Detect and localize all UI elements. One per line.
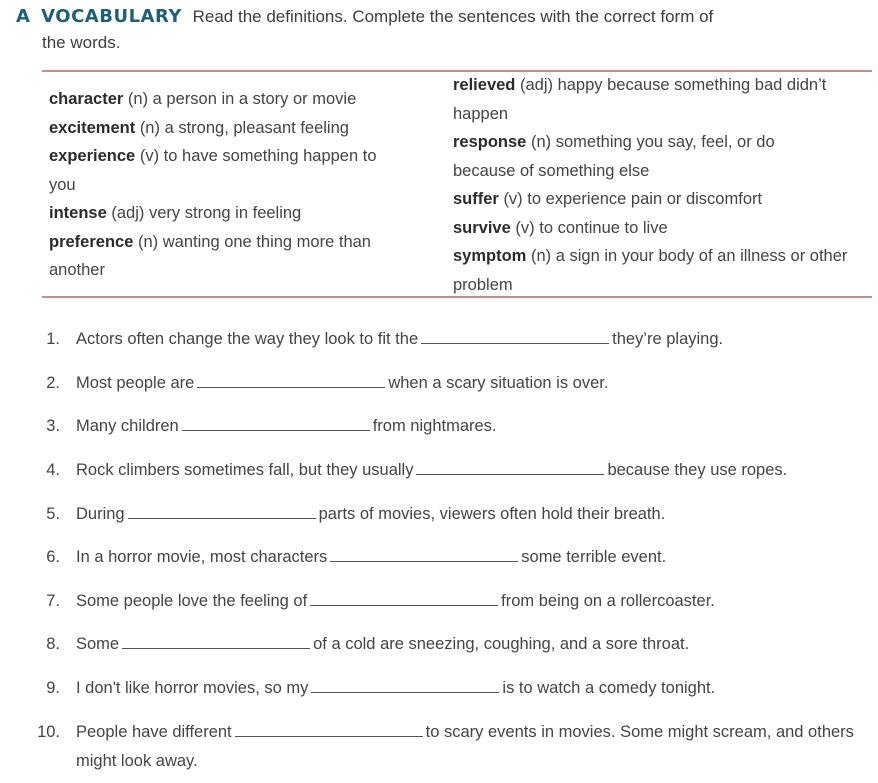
definition-item [453,185,873,214]
answer-blank[interactable] [421,328,609,344]
part-of-speech: (v) [139,147,160,165]
definition-item [49,199,419,228]
question-number: 6. [46,548,60,566]
question-text-after: to scary events in movies. Some might scream, and others might look away. [76,723,854,770]
question-text-before: People have different [76,723,232,741]
question-number: 1. [46,330,60,348]
question-number: 7. [46,592,60,610]
vocab-word: intense [49,204,107,222]
definition-item [49,142,399,199]
part-of-speech: (n) [137,232,159,251]
vocab-word: experience [49,147,136,165]
vocab-word: symptom [453,247,527,265]
definition-text: a sign in your body of an illness or other problem [453,247,848,294]
question-text-after: because they use ropes. [607,461,788,479]
question-text-before: Some people love the feeling of [76,592,308,610]
vocab-word: character [49,90,124,108]
definition-text: a strong, pleasant feeling [164,118,349,137]
part-of-speech: (n) [530,133,552,151]
exercise-header [16,4,866,56]
definition-text: very strong in feeling [148,204,302,222]
part-of-speech: (adj) [519,76,553,94]
definitions-left-column [49,85,419,285]
part-of-speech: (n) [127,90,149,108]
definition-text: to have something happen to you [49,147,377,194]
section-title: VOCABULARY [41,6,182,27]
bottom-divider [42,296,872,298]
instructions-continued: the words. [42,33,121,52]
answer-blank[interactable] [310,590,498,606]
question-number: 9. [46,679,60,697]
part-of-speech: (adj) [111,204,145,222]
vocab-word: relieved [453,76,516,94]
question-text-after: from being on a rollercoaster. [501,592,715,610]
question-number: 4. [46,461,60,479]
vocab-word: excitement [49,118,136,137]
definition-text: happy because something bad didn’t happen [453,76,827,123]
question-text-after: when a scary situation is over. [388,374,609,392]
definition-text: to continue to live [539,218,668,237]
part-of-speech: (n) [530,247,552,265]
part-of-speech: (v) [515,218,535,237]
definition-item [453,71,868,128]
definition-item [49,114,419,143]
instructions: Read the definitions. Complete the sentences with the correct form of [192,7,714,26]
question-number: 5. [46,505,60,523]
definition-item [453,214,873,243]
vocab-word: survive [453,218,511,237]
definition-item [49,85,419,114]
definition-text: to experience pain or discomfort [527,190,763,208]
definition-item [49,228,411,285]
vocab-word: suffer [453,190,499,208]
answer-blank[interactable] [330,546,518,562]
question-text-after: of a cold are sneezing, coughing, and a sore throat. [313,635,690,653]
question-text-after: some terrible event. [521,548,667,566]
vocab-word: response [453,133,527,151]
definition-item [453,128,813,185]
answer-blank[interactable] [416,459,604,475]
question-text-after: they’re playing. [612,330,724,348]
question-text-before: I don't like horror movies, so my [76,679,309,697]
question-text-after: is to watch a comedy tonight. [502,679,716,697]
answer-blank[interactable] [128,503,316,519]
answer-blank[interactable] [122,633,310,649]
question-number: 3. [46,417,60,435]
answer-blank[interactable] [235,721,423,737]
section-letter: A [16,6,31,27]
question-text-before: Most people are [76,374,195,392]
question-number: 10. [37,723,60,741]
question-text-after: from nightmares. [372,417,497,435]
question-text-before: Some [76,635,120,653]
vocab-word: preference [49,232,134,251]
definition-text: a person in a story or movie [152,90,357,108]
answer-blank[interactable] [311,677,499,693]
definition-text: something you say, feel, or do because of something else [453,133,775,180]
answer-blank[interactable] [182,415,370,431]
question-text-before: In a horror movie, most characters [76,548,328,566]
question-text-before: Rock climbers sometimes fall, but they usually [76,461,414,479]
definition-text: wanting one thing more than another [49,232,371,279]
question-number: 8. [46,635,60,653]
question-text-before: Many children [76,417,179,435]
question-text-before: During [76,505,125,523]
answer-blank[interactable] [197,372,385,388]
definition-item [453,242,853,299]
part-of-speech: (v) [503,190,523,208]
question-number: 2. [46,374,60,392]
definitions-right-column [453,71,873,299]
part-of-speech: (n) [139,118,160,137]
question-text-before: Actors often change the way they look to fit the [76,330,419,348]
question-text-after: parts of movies, viewers often hold their breath. [318,505,666,523]
